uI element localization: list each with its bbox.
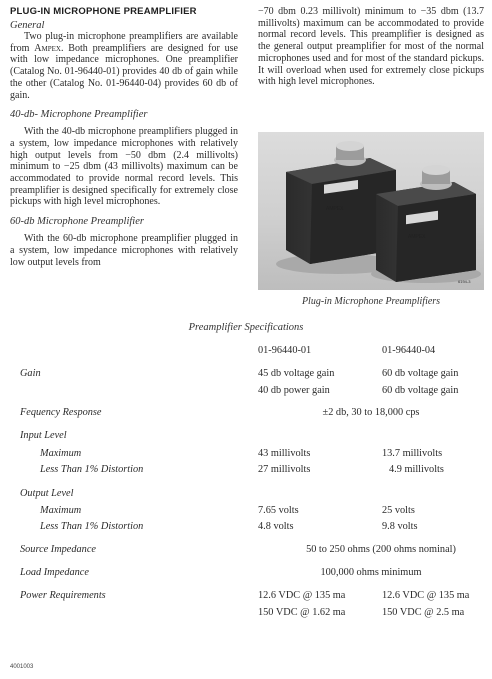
photo-code: 6194-3 xyxy=(458,279,471,284)
column-header-04: 01-96440-04 xyxy=(382,345,436,356)
output-max-col2: 25 volts xyxy=(382,505,415,516)
spec-row-source-impedance xyxy=(0,544,492,558)
spec-row-gain-2 xyxy=(0,385,492,399)
output-distortion-col2: 9.8 volts xyxy=(382,521,418,532)
frequency-label: Fequency Response xyxy=(20,407,102,418)
load-impedance-value: 100,000 ohms minimum xyxy=(320,567,422,578)
spec-row-input-distortion xyxy=(0,464,492,478)
gain-col2-line2: 60 db voltage gain xyxy=(382,385,459,396)
output-max-col1: 7.65 volts xyxy=(258,505,299,516)
output-distortion-col1: 4.8 volts xyxy=(258,521,294,532)
general-subheading: General xyxy=(10,20,45,31)
frequency-value: ±2 db, 30 to 18,000 cps xyxy=(322,407,420,418)
spec-row-power-2 xyxy=(0,607,492,621)
spec-header-row xyxy=(0,345,492,359)
right-column xyxy=(258,6,484,88)
gain-label: Gain xyxy=(20,368,41,379)
source-impedance-value: 50 to 250 ohms (200 ohms nominal) xyxy=(306,544,456,555)
spec-row-frequency xyxy=(0,407,492,421)
spec-row-output-level xyxy=(0,488,492,502)
brand-name: Ampex xyxy=(34,42,61,54)
db60-paragraph-continued: −70 dbm 0.23 millivolt) minimum to −35 dbm (13.7 millivolts) maximum can be accommodated to provide normal record levels. This preamplifier is designed as the general output preamplifier for most of the normal microphones used and for most of the standard pickups. It will overload when used for extremely close pickups with high level microphones. xyxy=(258,6,484,88)
load-impedance-label: Load Impedance xyxy=(20,567,89,578)
power-col2-line1: 12.6 VDC @ 135 ma xyxy=(382,590,470,601)
power-col1-line2: 150 VDC @ 1.62 ma xyxy=(258,607,346,618)
gain-col1-line1: 45 db voltage gain xyxy=(258,368,335,379)
db60-paragraph: With the 60-db microphone preamplifier plugged in a system, low impedance microphones with relatively low output levels from xyxy=(10,233,238,268)
spec-row-input-level xyxy=(0,430,492,444)
input-distortion-col2: 4.9 millivolts xyxy=(389,464,444,475)
output-distortion-label: Less Than 1% Distortion xyxy=(40,521,144,532)
column-header-01: 01-96440-01 xyxy=(258,345,312,356)
spec-row-output-distortion xyxy=(0,521,492,535)
page-code: 4001003 xyxy=(10,664,34,670)
power-col2-line2: 150 VDC @ 2.5 ma xyxy=(382,607,465,618)
input-distortion-col1: 27 millivolts xyxy=(258,464,311,475)
photo-label-right: AMPEX xyxy=(408,234,426,240)
input-distortion-label: Less Than 1% Distortion xyxy=(40,464,144,475)
gain-col1-line2: 40 db power gain xyxy=(258,385,330,396)
section-title: PLUG-IN MICROPHONE PREAMPLIFIER xyxy=(10,6,197,17)
preamplifier-photo xyxy=(258,132,484,290)
input-max-col1: 43 millivolts xyxy=(258,448,311,459)
source-impedance-label: Source Impedance xyxy=(20,544,96,555)
photo-label-left: AMPEX xyxy=(326,206,344,212)
power-col1-line1: 12.6 VDC @ 135 ma xyxy=(258,590,346,601)
db40-paragraph: With the 40-db microphone preamplifiers plugged in a system, low impedance microphones with relatively high output levels from −50 dbm (2.4 millivolts) minimum to −25 dbm (43 millivolts) maximum can be accommodated to provide normal record levels. This preamplifier is designed specifically for extremely close pickups with high level microphones. xyxy=(10,126,238,208)
power-requirements-label: Power Requirements xyxy=(20,590,106,601)
output-level-label: Output Level xyxy=(20,488,74,499)
db40-subheading: 40-db- Microphone Preamplifier xyxy=(10,109,148,121)
spec-row-output-max xyxy=(0,505,492,519)
input-max-col2: 13.7 millivolts xyxy=(382,448,443,459)
input-max-label: Maximum xyxy=(40,448,82,459)
gain-col2-line1: 60 db voltage gain xyxy=(382,368,459,379)
general-text-end: . Both preamplifiers are designed for use with low impedance microphones. One preamplifier (Catalog No. 01-96440-01) provides 40 db of gain while the other (Catalog No. 01-96440-04) provides 60 db of gain. xyxy=(10,42,238,101)
preamplifier-illustration xyxy=(258,132,484,290)
spec-row-load-impedance xyxy=(0,567,492,581)
spec-row-gain xyxy=(0,368,492,382)
spec-row-power xyxy=(0,590,492,604)
left-column xyxy=(10,6,238,268)
spec-table-title: Preamplifier Specifications xyxy=(188,322,304,333)
general-text-start: Two plug-in microphone preamplifiers are available from xyxy=(10,31,238,54)
photo-caption: Plug-in Microphone Preamplifiers xyxy=(301,296,441,307)
spec-row-input-max xyxy=(0,448,492,462)
general-paragraph xyxy=(10,31,238,101)
input-level-label: Input Level xyxy=(20,430,67,441)
output-max-label: Maximum xyxy=(40,505,82,516)
db60-subheading: 60-db Microphone Preamplifier xyxy=(10,216,144,228)
